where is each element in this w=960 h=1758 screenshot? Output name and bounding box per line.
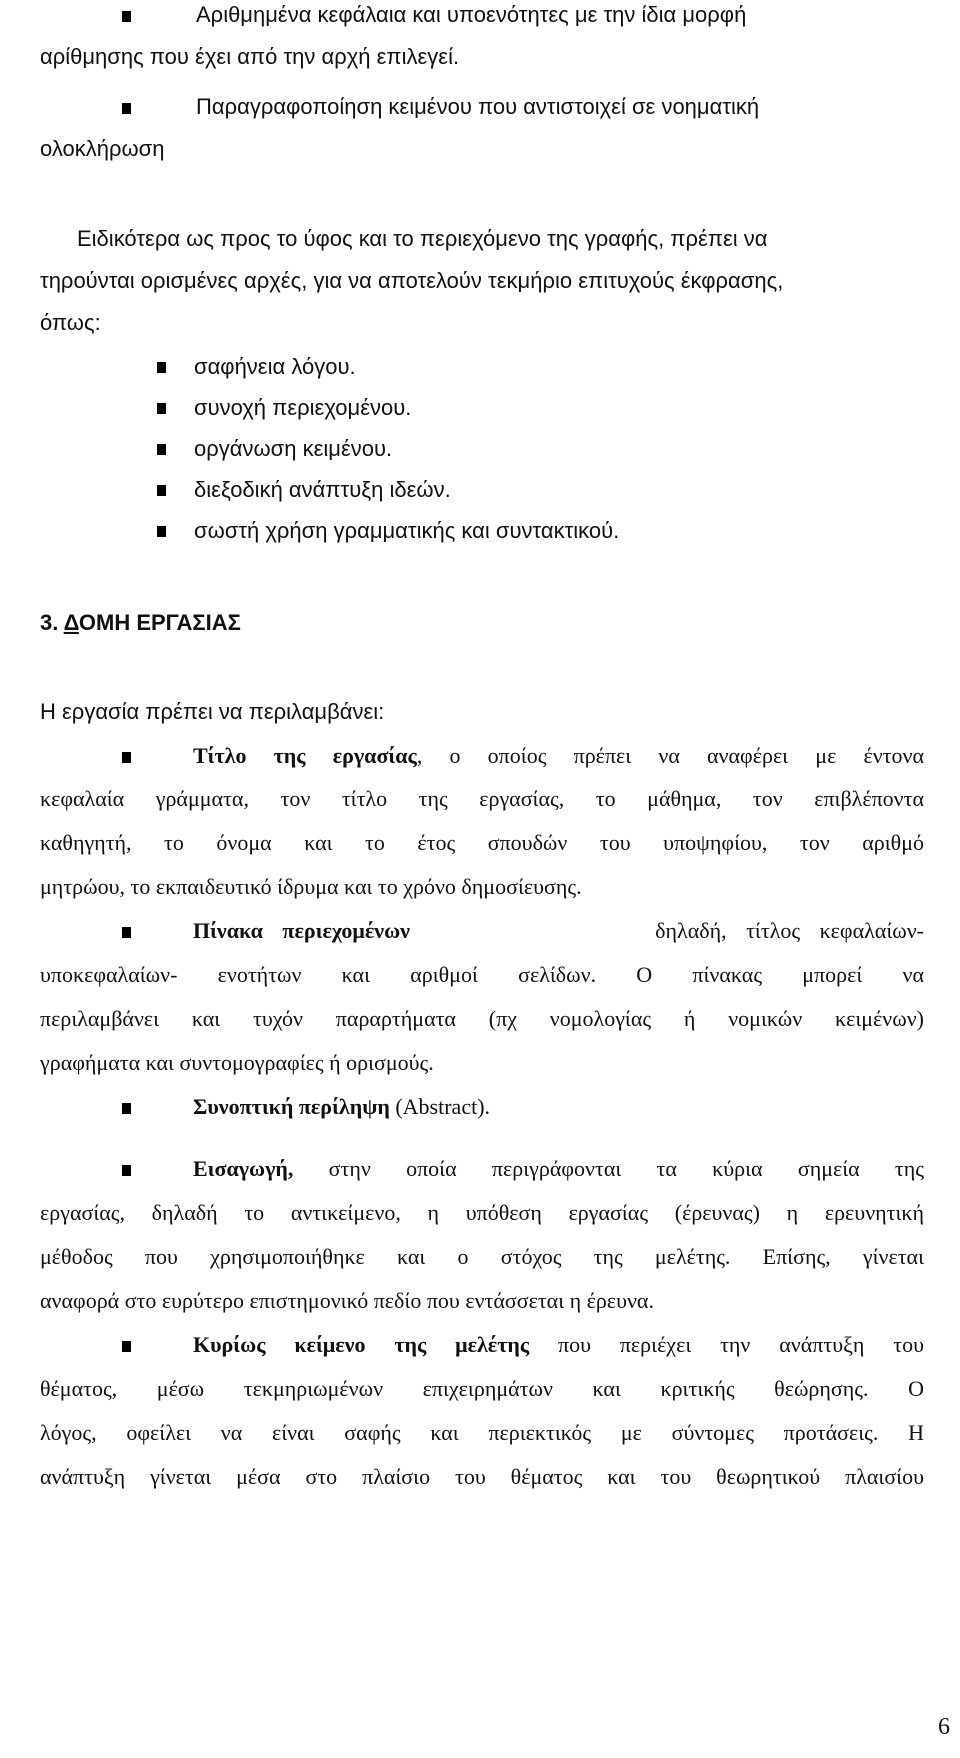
paragraph-line: τηρούνται ορισμένες αρχές, για να αποτελούν τεκμήριο επιτυχούς έκφρασης, <box>40 268 784 293</box>
item-toc-rest: δηλαδή, τίτλος κεφαλαίων- <box>655 918 924 943</box>
item-introduction-line: αναφορά στο ευρύτερο επιστημονικό πεδίο που εντάσσεται η έρευνα. <box>40 1288 654 1313</box>
bullet-marker <box>157 526 166 537</box>
item-title-line <box>193 741 924 771</box>
bullet-marker <box>122 927 131 938</box>
item-main-body-line: λόγος, οφείλει να είναι σαφής και περιεκτικός με σύντομες προτάσεις. Η <box>40 1420 924 1445</box>
item-title-line: κεφαλαία γράμματα, τον τίτλο της εργασίας, το μάθημα, τον επιβλέποντα <box>40 786 924 811</box>
bullet-marker <box>122 11 131 22</box>
section-title: ΟΜΗ ΕΡΓΑΣΙΑΣ <box>78 610 241 635</box>
principle-item: συνοχή περιεχομένου. <box>194 395 412 420</box>
bullet-marker <box>122 1341 131 1352</box>
principle-item: διεξοδική ανάπτυξη ιδεών. <box>194 477 451 502</box>
bullet-text: Παραγραφοποίηση κειμένου που αντιστοιχεί σε νοηματική <box>196 94 760 119</box>
item-introduction-line: εργασίας, δηλαδή το αντικείμενο, η υπόθεση εργασίας (έρευνας) η ερευνητική <box>40 1200 924 1225</box>
section-title-initial: Δ <box>63 610 79 635</box>
item-abstract-line <box>193 1092 490 1122</box>
bullet-marker <box>157 403 166 414</box>
bullet-marker <box>157 444 166 455</box>
item-introduction-line: μέθοδος που χρησιμοποιήθηκε και ο στόχος της μελέτης. Επίσης, γίνεται <box>40 1244 924 1269</box>
bullet-marker <box>122 103 131 114</box>
section-intro: Η εργασία πρέπει να περιλαμβάνει: <box>40 699 385 724</box>
item-abstract-rest: (Abstract). <box>389 1094 491 1119</box>
item-toc-line: γραφήματα και συντομογραφίες ή ορισμούς. <box>40 1050 434 1075</box>
item-introduction-line <box>193 1154 924 1184</box>
item-introduction-rest: στην οποία περιγράφονται τα κύρια σημεία της <box>293 1156 924 1181</box>
item-toc-line <box>193 916 924 946</box>
item-title-rest: , ο οποίος πρέπει να αναφέρει με έντονα <box>416 743 924 768</box>
item-main-body-line: θέματος, μέσω τεκμηριωμένων επιχειρημάτων και κριτικής θεώρησης. Ο <box>40 1376 924 1401</box>
paragraph-line: όπως: <box>40 310 101 335</box>
paragraph-line: Ειδικότερα ως προς το ύφος και το περιεχόμενο της γραφής, πρέπει να <box>77 226 768 251</box>
item-main-body-line <box>193 1330 924 1360</box>
item-title-line: καθηγητή, το όνομα και το έτος σπουδών του υποψηφίου, τον αριθμό <box>40 830 924 855</box>
section-number: 3. <box>40 610 59 635</box>
principle-item: σωστή χρήση γραμματικής και συντακτικού. <box>194 518 620 543</box>
bullet-text-continued: ολοκλήρωση <box>40 136 165 161</box>
item-title-line: μητρώου, το εκπαιδευτικό ίδρυμα και το χρόνο δημοσίευσης. <box>40 874 582 899</box>
section-heading <box>40 608 241 638</box>
item-main-body-bold: Κυρίως κείμενο της μελέτης <box>193 1332 530 1357</box>
bullet-text-continued: αρίθμησης που έχει από την αρχή επιλεγεί. <box>40 44 460 69</box>
bullet-text: Αριθμημένα κεφάλαια και υποενότητες με την ίδια μορφή <box>196 2 747 27</box>
page-number: 6 <box>938 1714 950 1740</box>
principle-item: σαφήνεια λόγου. <box>194 354 356 379</box>
item-title-bold: Τίτλο της εργασίας <box>193 743 417 768</box>
bullet-marker <box>122 1103 131 1114</box>
item-main-body-rest: που περιέχει την ανάπτυξη του <box>529 1332 924 1357</box>
item-toc-bold: Πίνακα περιεχομένων <box>193 918 410 943</box>
bullet-marker <box>157 485 166 496</box>
item-toc-line: περιλαμβάνει και τυχόν παραρτήματα (πχ νομολογίας ή νομικών κειμένων) <box>40 1006 924 1031</box>
bullet-marker <box>122 752 131 763</box>
item-introduction-bold: Εισαγωγή, <box>193 1156 294 1181</box>
item-main-body-line: ανάπτυξη γίνεται μέσα στο πλαίσιο του θέματος και του θεωρητικού πλαισίου <box>40 1464 924 1489</box>
principle-item: οργάνωση κειμένου. <box>194 436 393 461</box>
bullet-marker <box>157 362 166 373</box>
item-toc-line: υποκεφαλαίων- ενοτήτων και αριθμοί σελίδων. Ο πίνακας μπορεί να <box>40 962 924 987</box>
bullet-marker <box>122 1165 131 1176</box>
item-abstract-bold: Συνοπτική περίληψη <box>193 1094 390 1119</box>
